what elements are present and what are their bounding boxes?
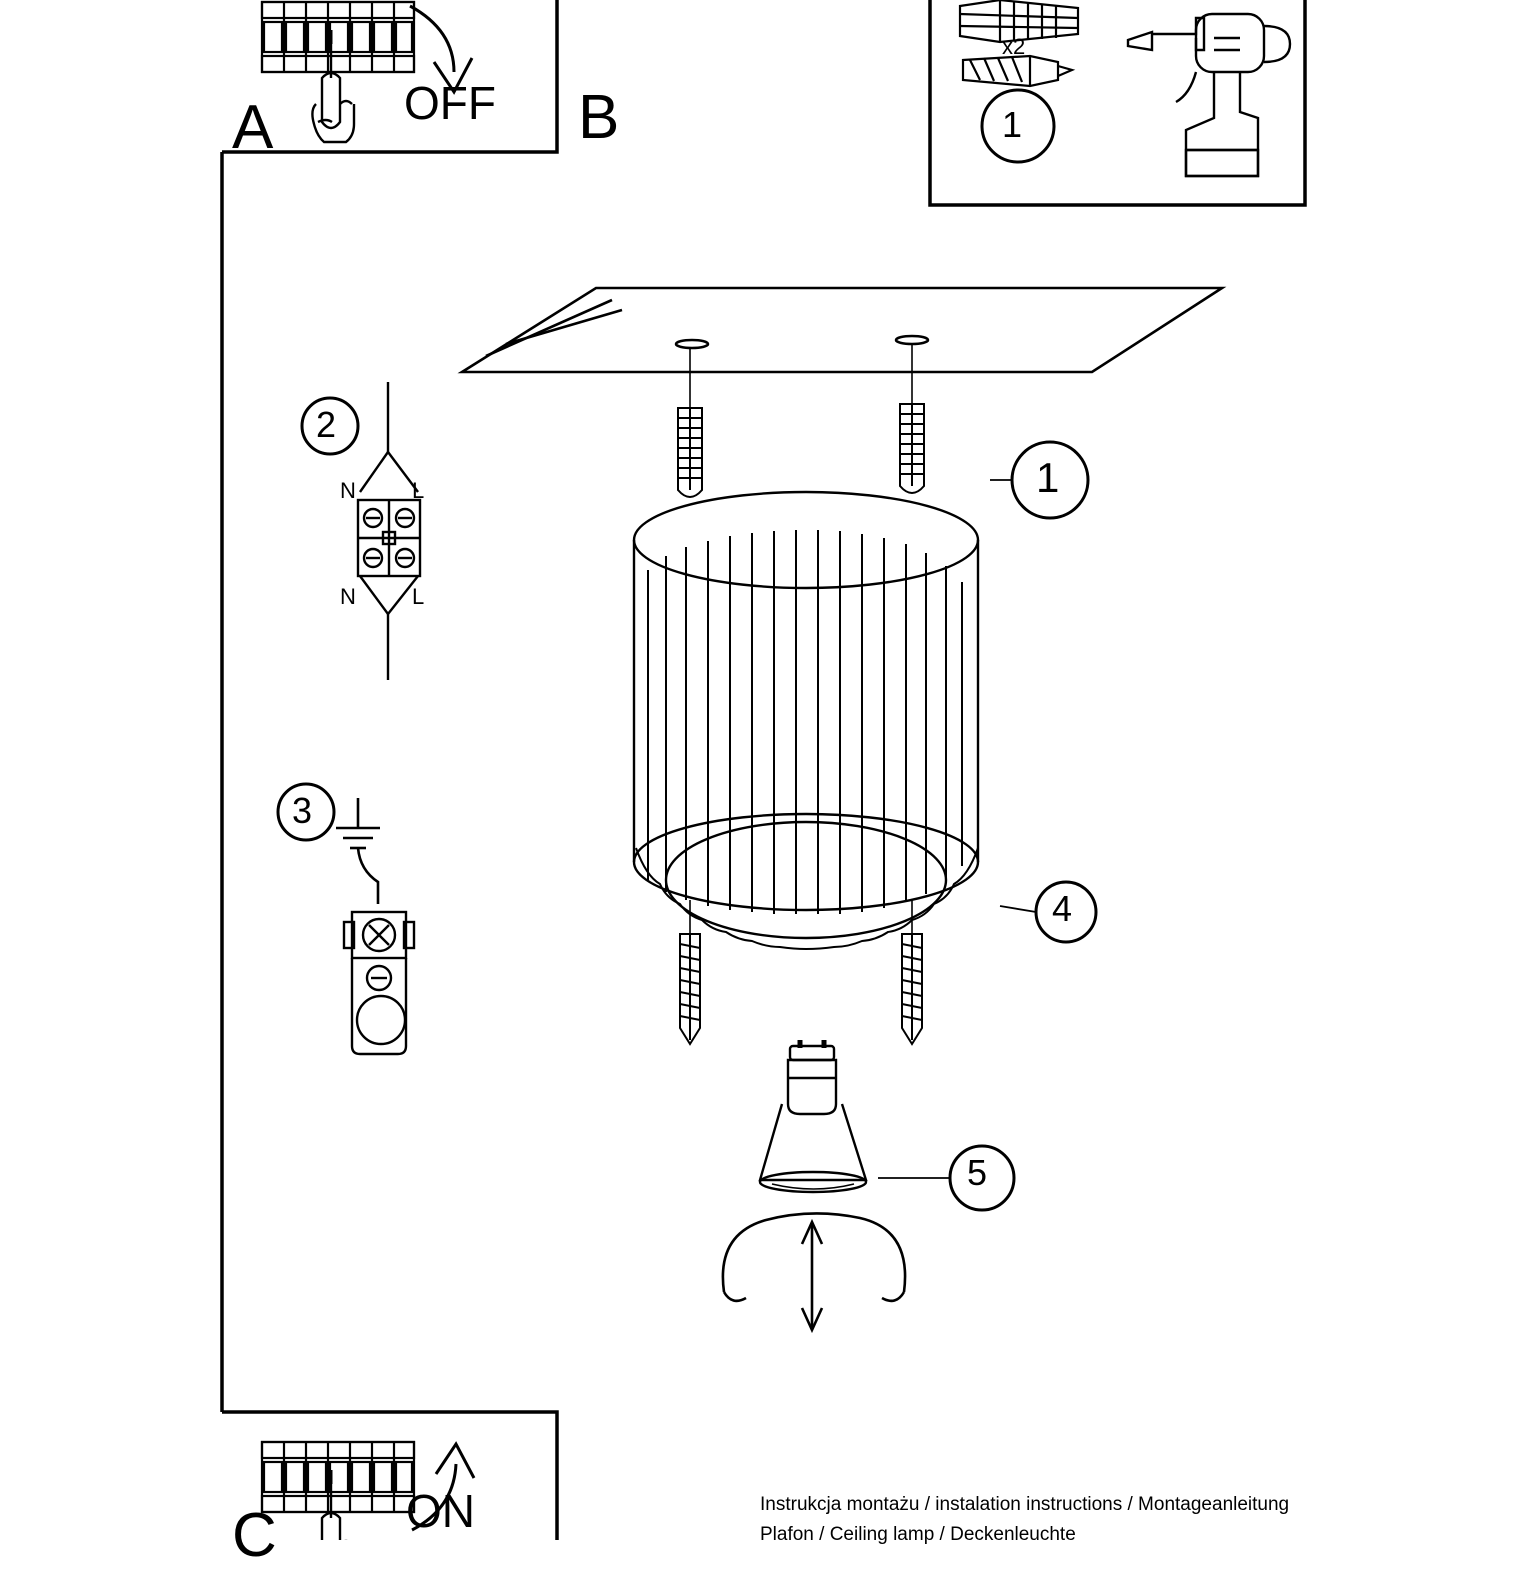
earth-terminal-connector xyxy=(344,912,414,1054)
screw-icon xyxy=(963,56,1072,86)
step-4-number: 4 xyxy=(1052,888,1073,929)
footer-line-2: Plafon / Ceiling lamp / Deckenleuchte xyxy=(760,1524,1076,1545)
terminal-label-n-bottom: N xyxy=(340,584,356,609)
terminal-label-l-top: L xyxy=(412,478,425,503)
terminal-label-n-top: N xyxy=(340,478,356,503)
tools-panel-box xyxy=(930,0,1305,205)
panel-a-letter: A xyxy=(232,93,274,162)
power-drill-icon xyxy=(1128,14,1290,176)
terminal-label-l-bottom: L xyxy=(412,584,425,609)
step-3-number: 3 xyxy=(292,790,313,831)
circuit-breaker-on-icon xyxy=(262,1442,414,1512)
tools-step-number: 1 xyxy=(1002,104,1023,145)
footer-line-1: Instrukcja montażu / instalation instructions / Montageanleitung xyxy=(760,1494,1290,1515)
wall-plug-left xyxy=(678,408,702,497)
gu10-bulb-icon xyxy=(760,1040,866,1192)
panel-a-state-label: OFF xyxy=(404,77,496,129)
panel-b-letter: B xyxy=(578,83,620,152)
footer-text xyxy=(760,1490,1289,1550)
circuit-breaker-off-icon xyxy=(262,2,414,72)
wall-plug-right xyxy=(900,404,924,493)
earth-ground-icon xyxy=(336,798,380,904)
panel-c-letter: C xyxy=(232,1501,277,1570)
panel-c-state-label: ON xyxy=(406,1485,475,1537)
leader-step-4 xyxy=(1000,906,1036,912)
ceiling-mount-plate xyxy=(462,288,1222,372)
quantity-label-x2: x2 xyxy=(1002,34,1026,59)
step-2-number: 2 xyxy=(316,404,337,445)
retaining-spring-clip-icon xyxy=(723,1213,905,1330)
mounting-screw-left xyxy=(680,934,700,1044)
fluted-cylinder-shade xyxy=(634,492,978,949)
mounting-screw-right xyxy=(902,934,922,1044)
wire-terminal-block xyxy=(358,382,420,680)
step-5-number: 5 xyxy=(967,1152,988,1193)
step-1-number: 1 xyxy=(1036,454,1060,501)
